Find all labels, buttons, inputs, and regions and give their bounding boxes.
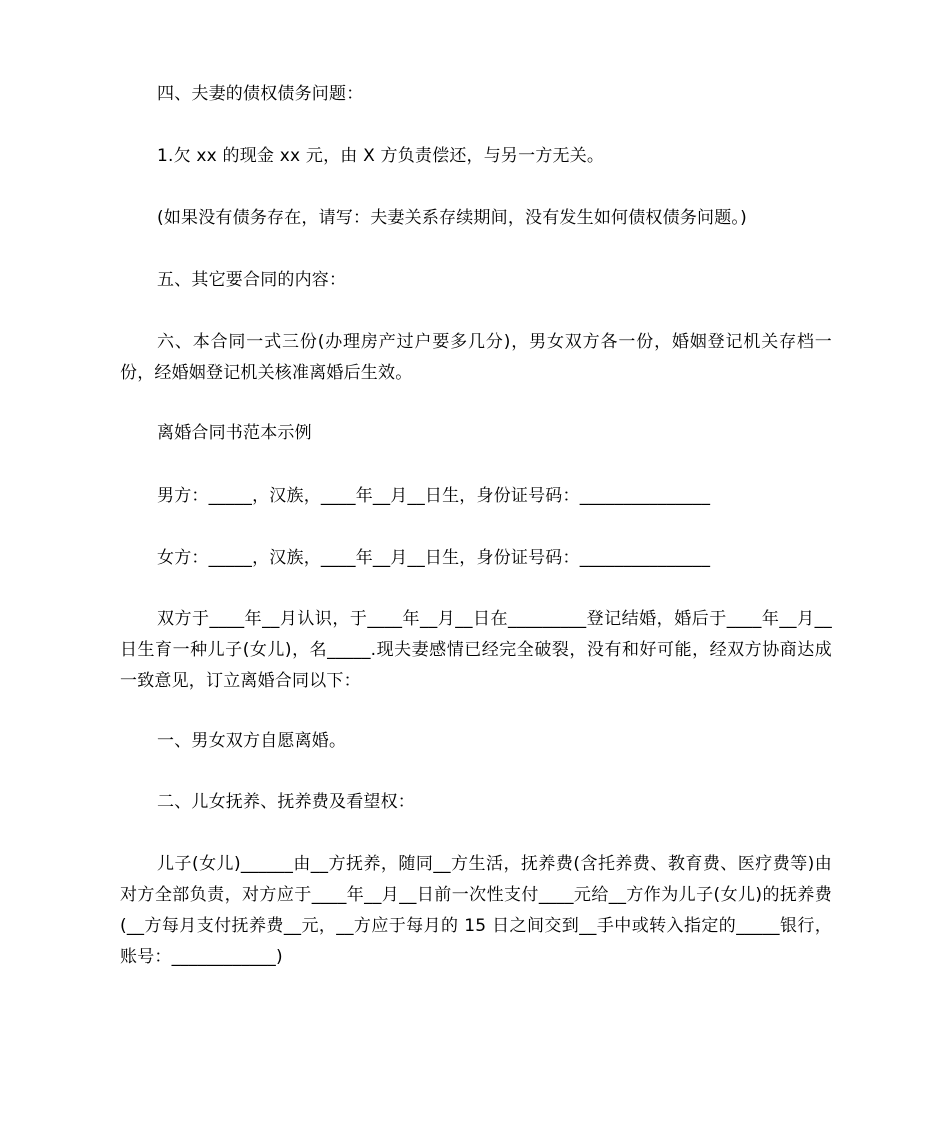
paragraph-female-party: 女方：_____，汉族，____年__月__日生，身份证号码：_______________ — [157, 548, 711, 568]
paragraph-debt-item: 1.欠 xx 的现金 xx 元，由 X 方负责偿还，与另一方无关。 — [157, 146, 605, 166]
paragraph-voluntary-divorce: 一、男女双方自愿离婚。 — [157, 731, 347, 751]
paragraph-sample-title: 离婚合同书范本示例 — [157, 423, 312, 443]
paragraph-copies-clause: 六、本合同一式三份(办理房产过户要多几分)，男女双方各一份，婚姻登记机关存档一份，经婚姻登记机关核准离婚后生效。 — [120, 332, 832, 383]
paragraph-child-custody-heading: 二、儿女抚养、抚养费及看望权： — [157, 792, 415, 812]
paragraph-debts-heading: 四、夫妻的债权债务问题： — [157, 84, 364, 104]
paragraph-other-content-heading: 五、其它要合同的内容： — [157, 270, 347, 290]
paragraph-male-party: 男方：_____，汉族，____年__月__日生，身份证号码：_______________ — [157, 486, 711, 506]
paragraph-child-support-terms: 儿子(女儿)______由__方抚养，随同__方生活，抚养费(含托养费、教育费、医疗费等)由对方全部负责，对方应于____年__月__日前一次性支付____元给__方作为儿子(女儿)的抚养费(__方每月支付抚养费__元，__方应于每月的 15 日之间交到__手中或转入指定的_____银行，账号：____________) — [120, 854, 832, 967]
paragraph-marriage-background: 双方于____年__月认识，于____年__月__日在_________登记结婚，婚后于____年__月__日生育一种儿子(女儿)，名_____.现夫妻感情已经完全破裂，没有和好可能，经双方协商达成一致意见，订立离婚合同以下： — [120, 609, 832, 691]
paragraph-debt-note: (如果没有债务存在，请写：夫妻关系存续期间，没有发生如何债权债务问题。) — [157, 208, 747, 228]
